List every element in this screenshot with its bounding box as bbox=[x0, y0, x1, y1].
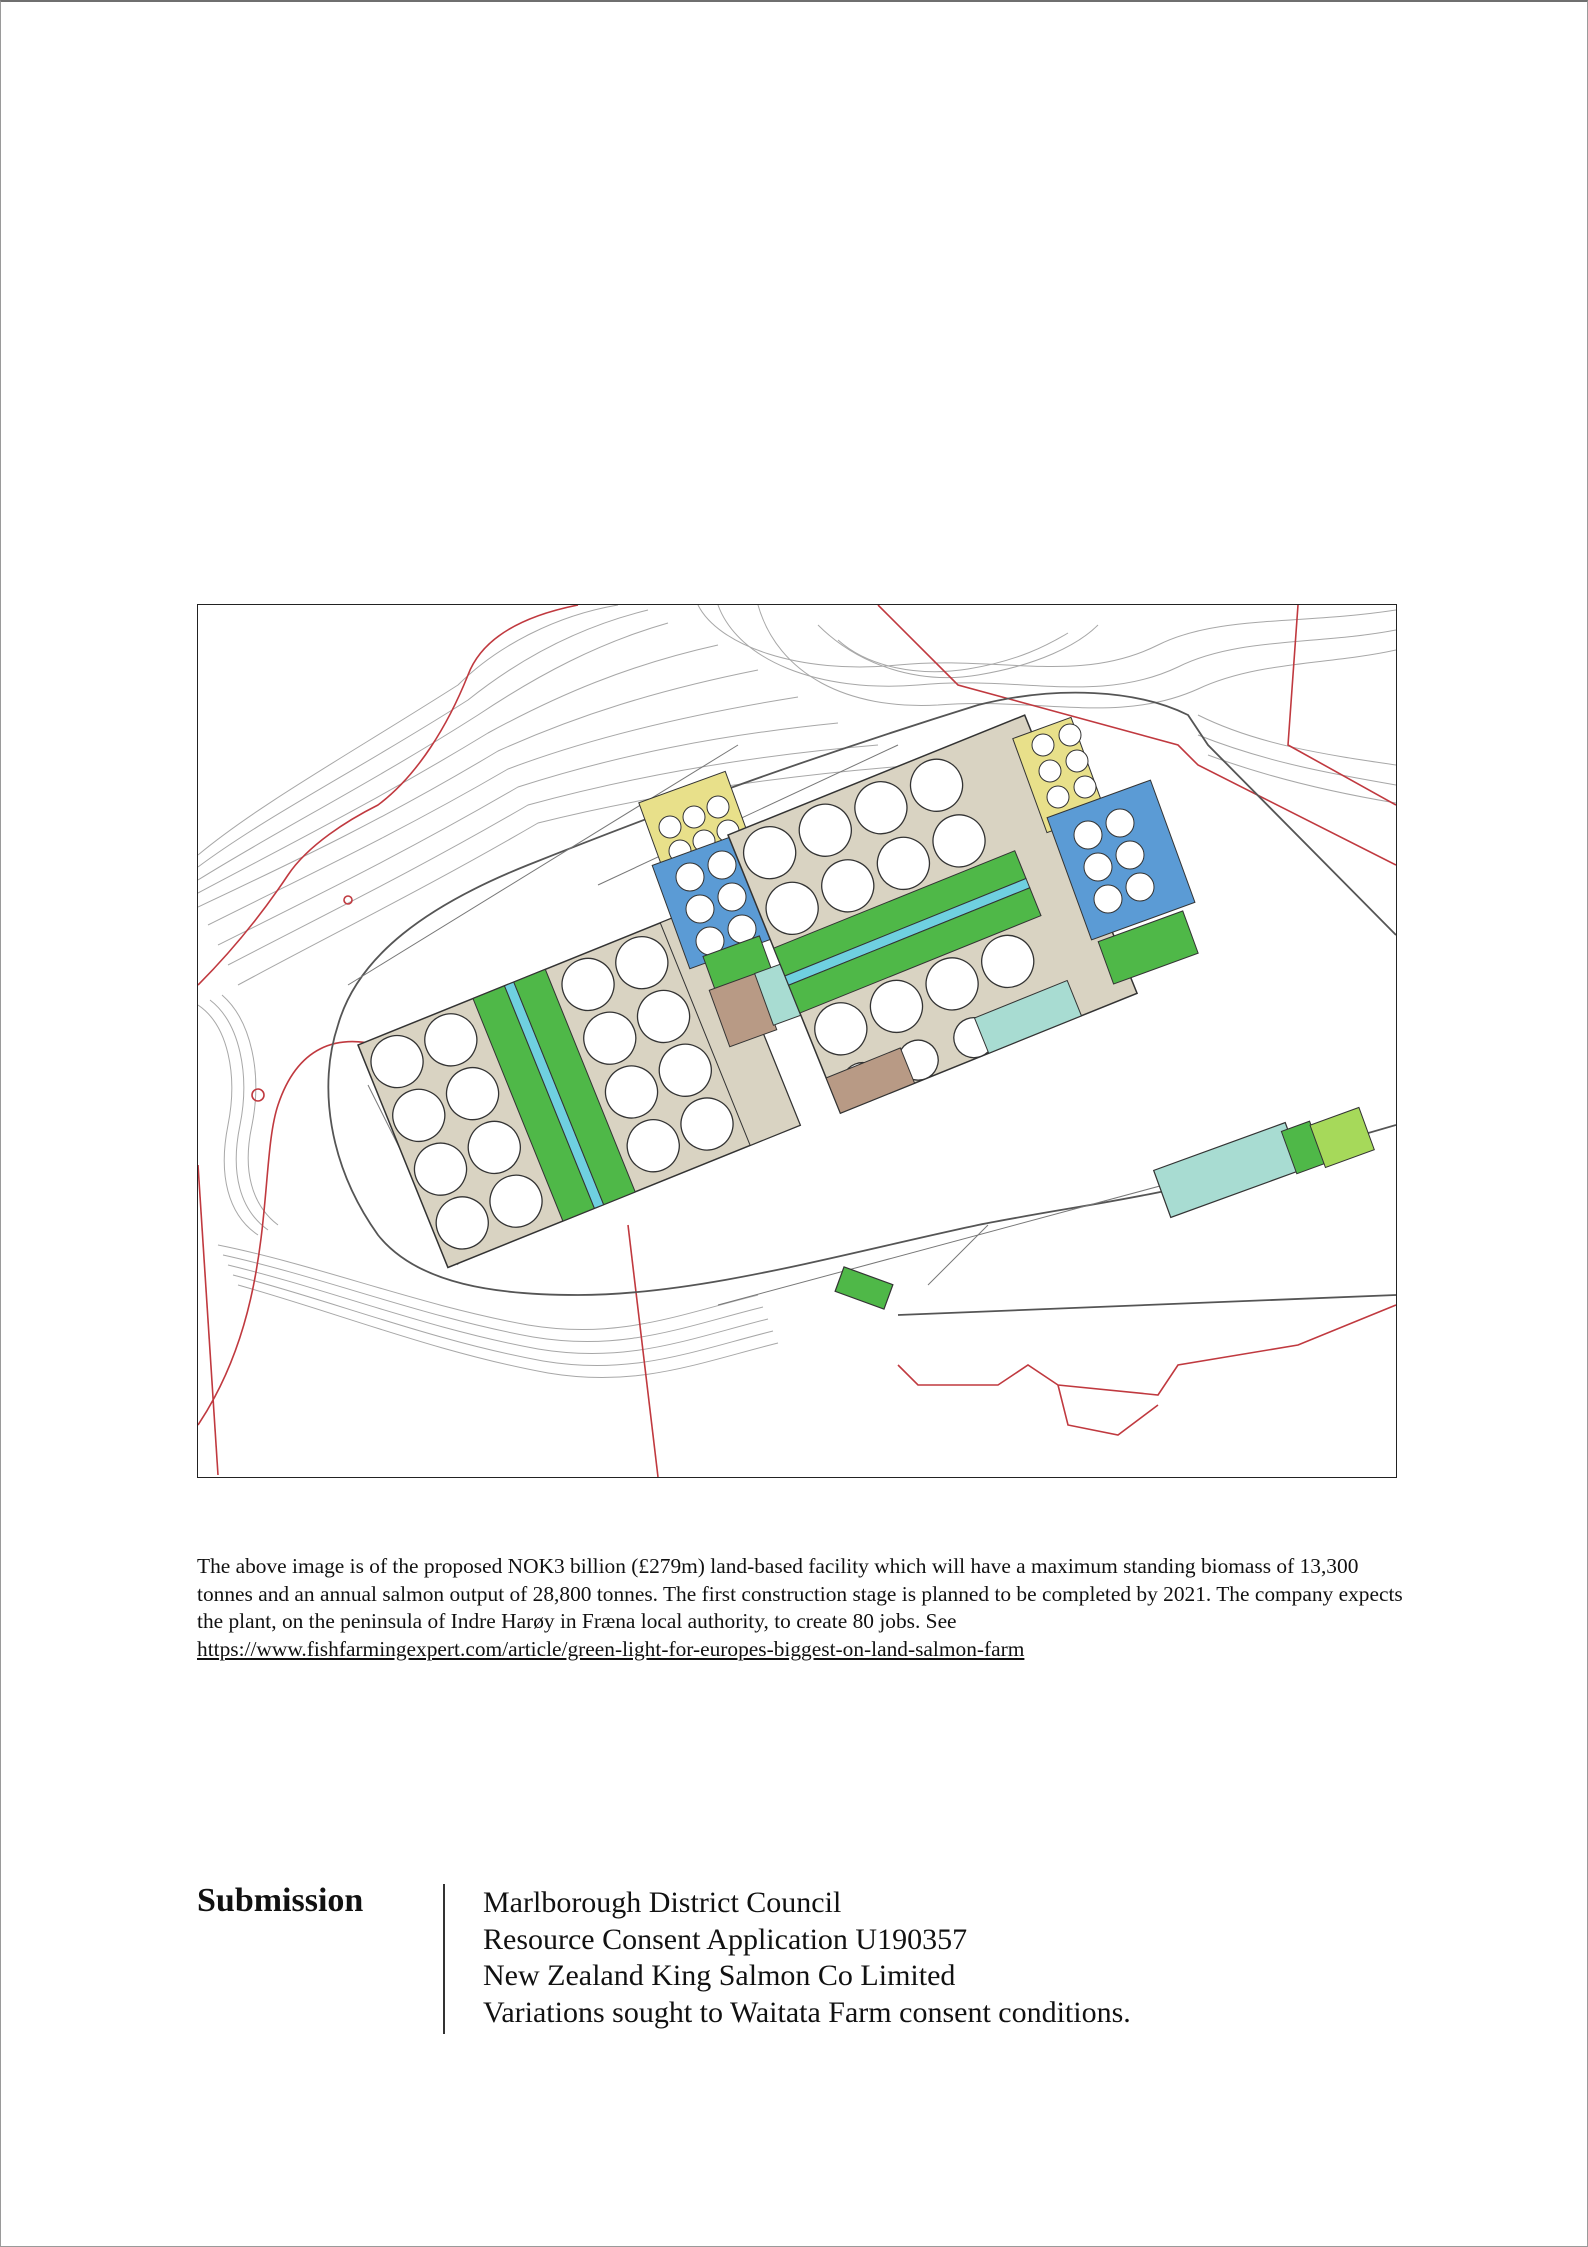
submission-line-application: Resource Consent Application U190357 bbox=[483, 1922, 968, 1956]
submission-divider bbox=[443, 1884, 445, 2034]
site-plan-drawing bbox=[198, 605, 1396, 1477]
submission-line-variations: Variations sought to Waitata Farm consent conditions. bbox=[483, 1995, 1131, 2029]
submission-line-company: New Zealand King Salmon Co Limited bbox=[483, 1959, 956, 1992]
caption-link[interactable]: https://www.fishfarmingexpert.com/article/green-light-for-europes-biggest-on-land-salmon-farm bbox=[197, 1636, 1025, 1661]
caption-text: The above image is of the proposed NOK3 billion (£279m) land-based facility which will have a maximum standing biomass of 13,300 tonnes and an annual salmon output of 28,800 tonnes. The first construction stage is planned to be completed by 2021. The company expects the plant, on the peninsula of Indre Harøy in Fræna local authority, to create 80 jobs. See bbox=[197, 1554, 1403, 1633]
figure-caption bbox=[197, 1553, 1407, 1663]
submission-line-council: Marlborough District Council bbox=[483, 1886, 842, 1919]
site-plan-figure bbox=[197, 604, 1397, 1478]
submission-label: Submission bbox=[197, 1882, 364, 1919]
south-buildings bbox=[835, 1107, 1374, 1309]
submission-details bbox=[483, 1885, 1131, 2031]
